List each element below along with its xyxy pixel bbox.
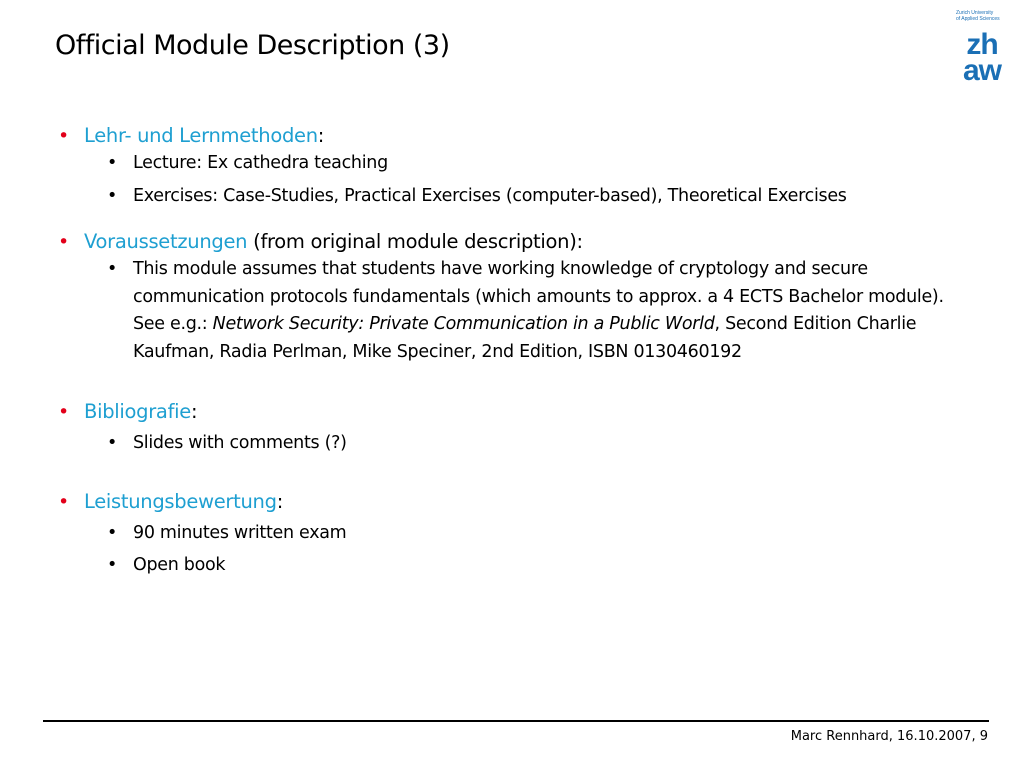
logo-subtitle: Zurich University of Applied Sciences bbox=[956, 10, 1000, 22]
bullet-icon: • bbox=[107, 433, 118, 453]
section-lehr-und-lernmethoden bbox=[58, 122, 998, 150]
list-item-text: 90 minutes written exam bbox=[133, 522, 347, 543]
section-term: Lehr- und Lernmethoden bbox=[84, 124, 318, 147]
section-bibliografie bbox=[58, 398, 998, 426]
list-item bbox=[58, 520, 998, 548]
section-term: Voraussetzungen bbox=[84, 230, 248, 253]
zhaw-logo bbox=[948, 8, 1010, 88]
list-item bbox=[58, 183, 998, 211]
list-item bbox=[58, 150, 998, 178]
list-item-text-pre: This module assumes that students have working knowledge of cryptology and secure communication protocols fundamentals (which amounts to approx. a 4 ECTS Bachelor module). See e.g.: bbox=[133, 259, 944, 334]
section-suffix: : bbox=[317, 124, 325, 147]
list-item-text: Slides with comments (?) bbox=[133, 433, 347, 453]
list-item bbox=[58, 430, 998, 458]
bullet-icon: • bbox=[107, 555, 118, 575]
section-suffix: : bbox=[190, 400, 198, 423]
list-item-text: Lecture: Ex cathedra teaching bbox=[133, 153, 388, 173]
section-suffix: (from original module description): bbox=[247, 230, 583, 253]
book-title: Network Security: Private Communication in a Public World bbox=[212, 314, 715, 334]
section-suffix: : bbox=[276, 489, 283, 513]
section-voraussetzungen bbox=[58, 228, 998, 256]
section-term: Leistungsbewertung bbox=[84, 489, 277, 513]
list-item-text: Exercises: Case-Studies, Practical Exercises (computer-based), Theoretical Exercises bbox=[133, 185, 847, 206]
bullet-icon: • bbox=[107, 259, 118, 279]
logo-aw: aw bbox=[962, 54, 1002, 87]
footer-text: Marc Rennhard, 16.10.2007, 9 bbox=[790, 729, 988, 744]
slide-title: Official Module Description (3) bbox=[55, 30, 450, 61]
bullet-icon: • bbox=[58, 125, 69, 147]
bullet-icon: • bbox=[107, 522, 118, 543]
bullet-icon: • bbox=[58, 231, 69, 253]
logo-zh: zh bbox=[966, 28, 998, 61]
slide-content bbox=[58, 122, 998, 580]
section-leistungsbewertung bbox=[58, 488, 998, 516]
list-item-text: Open book bbox=[133, 555, 226, 575]
list-item bbox=[58, 552, 998, 580]
bullet-icon: • bbox=[58, 490, 69, 513]
list-item bbox=[58, 256, 953, 366]
bullet-icon: • bbox=[107, 153, 118, 173]
list-item-text-post: , Second Edition Charlie Kaufman, Radia Perlman, Mike Speciner, 2nd Edition, ISBN 0130460192 bbox=[133, 314, 917, 362]
bullet-icon: • bbox=[58, 401, 69, 423]
section-term: Bibliografie bbox=[84, 400, 191, 423]
footer-divider bbox=[43, 720, 989, 722]
bullet-icon: • bbox=[107, 185, 118, 206]
